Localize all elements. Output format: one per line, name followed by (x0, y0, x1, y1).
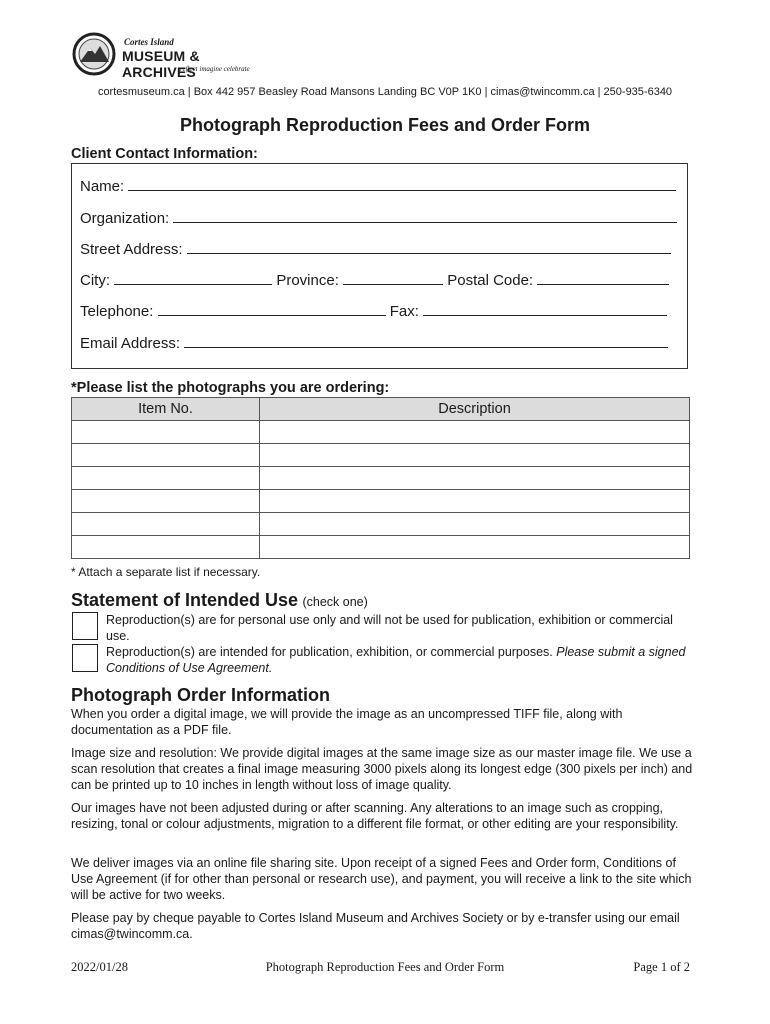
organization-label: Organization: (80, 210, 170, 227)
name-label: Name: (80, 178, 125, 195)
city-line[interactable] (114, 270, 272, 285)
item-no-cell[interactable] (72, 467, 260, 490)
photo-list-table (71, 397, 690, 559)
telephone-line[interactable] (158, 301, 386, 316)
commercial-use-text: Reproduction(s) are intended for publication, exhibition, or commercial purposes. (106, 645, 557, 659)
telephone-label: Telephone: (80, 303, 154, 320)
item-no-cell[interactable] (72, 444, 260, 467)
page-title: Photograph Reproduction Fees and Order Form (179, 115, 591, 135)
personal-use-option: Reproduction(s) are for personal use only and will not be used for publication, exhibition or commercial use. (106, 613, 673, 643)
province-label: Province: (276, 272, 339, 289)
logo-small-text: Cortes Island (124, 37, 174, 47)
organization-line[interactable] (173, 208, 677, 223)
intended-use-heading: Statement of Intended Use (71, 590, 299, 610)
item-no-cell[interactable] (72, 536, 260, 559)
city-label: City: (80, 272, 110, 289)
email-field[interactable] (80, 333, 668, 352)
order-info-paragraph-4: We deliver images via an online file sharing site. Upon receipt of a signed Fees and Order form, Conditions of Use Agreement (if for other than personal or research use), and payment, you will receive a link to the site which will be active for two weeks. (71, 856, 692, 902)
table-row (72, 467, 690, 490)
email-label: Email Address: (80, 335, 181, 352)
description-cell[interactable] (260, 536, 690, 559)
footer-page-number: Page 1 of 2 (633, 960, 690, 974)
mountain-logo-icon (72, 32, 116, 76)
item-no-header: Item No. (72, 398, 260, 421)
table-row (72, 444, 690, 467)
personal-use-checkbox[interactable] (72, 612, 98, 640)
name-line[interactable] (128, 176, 676, 191)
email-line[interactable] (184, 333, 668, 348)
photo-list-heading: *Please list the photographs you are ordering: (71, 380, 390, 396)
check-one-note: (check one) (302, 595, 368, 609)
item-no-cell[interactable] (72, 490, 260, 513)
commercial-use-checkbox[interactable] (72, 644, 98, 672)
table-row (72, 513, 690, 536)
description-cell[interactable] (260, 444, 690, 467)
logo-tagline: reflect imagine celebrate (180, 65, 250, 73)
postal-code-label: Postal Code: (447, 272, 534, 289)
table-header-row (72, 398, 690, 421)
contact-line: cortesmuseum.ca | Box 442 957 Beasley Road Mansons Landing BC V0P 1K0 | cimas@twincomm.ca | 250-935-6340 (97, 86, 673, 98)
description-cell[interactable] (260, 513, 690, 536)
table-row (72, 421, 690, 444)
commercial-use-note: Please submit a signed Conditions of Use Agreement. (106, 645, 686, 675)
name-field[interactable] (80, 176, 676, 195)
order-info-paragraph-1: When you order a digital image, we will provide the image as an uncompressed TIFF file, along with documentation as a PDF file. (71, 707, 623, 737)
street-address-field[interactable] (80, 239, 671, 258)
table-row (72, 490, 690, 513)
fax-label: Fax: (389, 303, 419, 320)
intended-use-heading-row (71, 590, 368, 611)
museum-logo (72, 30, 272, 78)
commercial-use-option (106, 644, 696, 676)
organization-field[interactable] (80, 208, 677, 227)
client-heading: Client Contact Information: (71, 146, 258, 162)
item-no-cell[interactable] (72, 421, 260, 444)
street-address-line[interactable] (187, 239, 671, 254)
footer-date: 2022/01/28 (71, 960, 128, 974)
order-info-paragraph-5: Please pay by cheque payable to Cortes Island Museum and Archives Society or by e-transfer using our email cimas@twincomm.ca. (71, 911, 680, 941)
telephone-fax-row (80, 301, 667, 320)
description-cell[interactable] (260, 467, 690, 490)
order-info-paragraph-3: Our images have not been adjusted during or after scanning. Any alterations to an image such as cropping, resizing, tonal or colour adjustments, migration to a different file format, or other editing are your responsibility. (71, 801, 679, 831)
client-contact-box (71, 163, 688, 369)
postal-code-line[interactable] (537, 270, 669, 285)
city-province-postal-row (80, 270, 669, 289)
logo-main-text: MUSEUM & ARCHIVES (122, 48, 200, 80)
item-no-cell[interactable] (72, 513, 260, 536)
order-info-paragraph-2: Image size and resolution: We provide digital images at the same image size as our master image file. We use a scan resolution that creates a final image measuring 3000 pixels along its longest edge (300 pixels per inch) and can be printed up to 10 inches in length without loss of image quality. (71, 746, 693, 792)
order-info-heading: Photograph Order Information (71, 685, 330, 705)
fax-line[interactable] (423, 301, 667, 316)
description-header: Description (260, 398, 690, 421)
attach-list-note: * Attach a separate list if necessary. (71, 565, 261, 579)
description-cell[interactable] (260, 490, 690, 513)
table-row (72, 536, 690, 559)
street-address-label: Street Address: (80, 241, 183, 258)
footer-title: Photograph Reproduction Fees and Order Form (265, 960, 505, 974)
description-cell[interactable] (260, 421, 690, 444)
province-line[interactable] (343, 270, 443, 285)
